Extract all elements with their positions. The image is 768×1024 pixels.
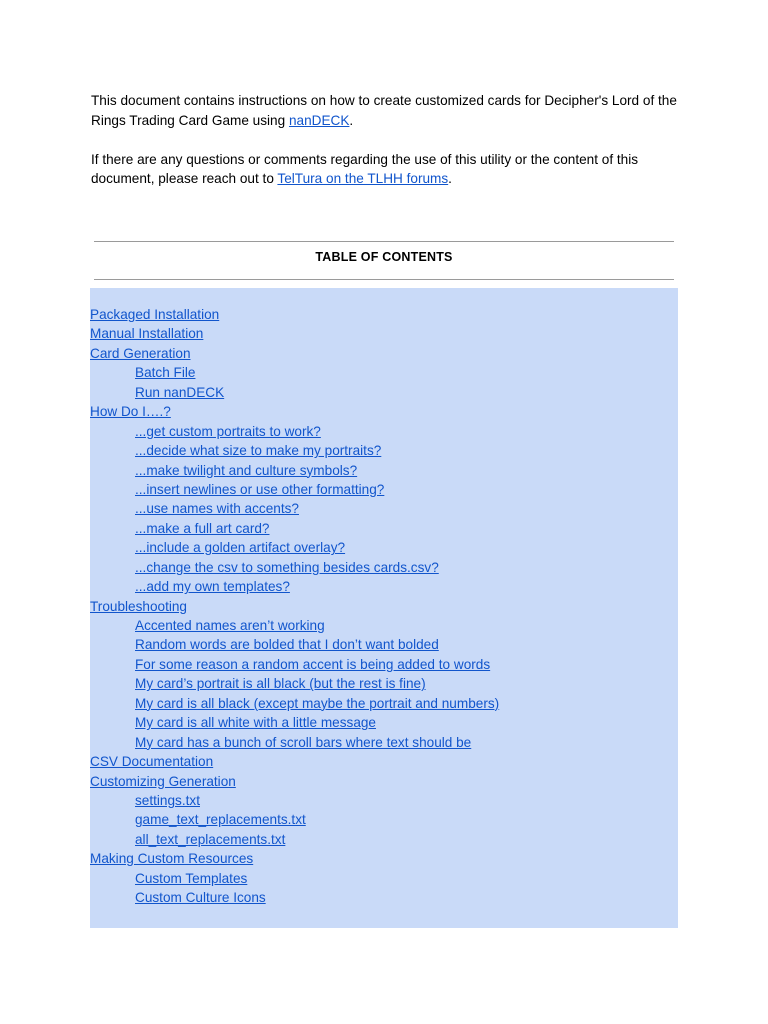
toc-link[interactable]: ...use names with accents? [135, 501, 299, 517]
nandeck-link[interactable]: nanDECK [288, 112, 350, 128]
toc-link[interactable]: Troubleshooting [90, 598, 187, 614]
intro-text-1: This document contains instructions on how to create customized cards for Decipher's Lord of the Rings Trading Card Game using [91, 93, 677, 128]
toc-subsection-entry [90, 869, 678, 888]
toc-subsection-entry [90, 810, 678, 829]
toc-subsection-entry [90, 791, 678, 810]
toc-subsection-entry [90, 655, 678, 674]
toc-link[interactable]: game_text_replacements.txt [135, 812, 306, 828]
toc-link[interactable]: For some reason a random accent is being added to words [135, 656, 491, 672]
toc-subsection-entry [90, 830, 678, 849]
toc-subsection-entry [90, 461, 678, 480]
intro-text-2-end: . [448, 171, 452, 186]
toc-subsection-entry [90, 674, 678, 693]
intro-text-1-end: . [349, 112, 354, 128]
toc-section-entry [90, 849, 678, 868]
toc-subsection-entry [90, 538, 678, 557]
toc-subsection-entry [90, 733, 678, 752]
toc-link[interactable]: CSV Documentation [90, 754, 214, 770]
toc-link[interactable]: ...insert newlines or use other formatting? [135, 481, 385, 497]
toc-link[interactable]: ...add my own templates? [135, 579, 290, 595]
toc-subsection-entry [90, 422, 678, 441]
toc-link[interactable]: settings.txt [135, 792, 200, 808]
toc-subsection-entry [90, 888, 678, 907]
toc-link[interactable]: ...include a golden artifact overlay? [135, 540, 346, 556]
toc-title: TABLE OF CONTENTS [315, 250, 453, 264]
toc-link[interactable]: My card has a bunch of scroll bars where text should be [135, 734, 472, 750]
toc-section-entry [90, 324, 678, 343]
toc-link[interactable]: Card Generation [90, 345, 191, 361]
toc-link[interactable]: ...make twilight and culture symbols? [135, 462, 358, 478]
toc-section-entry [90, 305, 678, 324]
intro-paragraph-1 [91, 91, 681, 130]
toc-link[interactable]: ...change the csv to something besides cards.csv? [135, 559, 439, 575]
toc-link[interactable]: all_text_replacements.txt [135, 831, 286, 847]
toc-link[interactable]: Accented names aren’t working [135, 618, 325, 633]
toc-link[interactable]: Run nanDECK [135, 384, 225, 400]
toc-link[interactable]: Making Custom Resources [90, 851, 254, 867]
table-of-contents [90, 288, 678, 928]
toc-list [90, 305, 678, 908]
toc-subsection-entry [90, 480, 678, 499]
toc-link[interactable]: My card is all white with a little message [135, 715, 376, 731]
toc-link[interactable]: ...decide what size to make my portraits? [135, 443, 382, 459]
toc-bottom-divider [94, 279, 674, 280]
intro-section [91, 91, 681, 189]
toc-subsection-entry [90, 713, 678, 732]
toc-section-entry [90, 597, 678, 616]
toc-subsection-entry [90, 577, 678, 596]
toc-subsection-entry [90, 441, 678, 460]
toc-link[interactable]: Batch File [135, 365, 196, 381]
toc-link[interactable]: My card is all black (except maybe the portrait and numbers) [135, 695, 500, 711]
toc-link[interactable]: Manual Installation [90, 326, 204, 342]
forum-contact-link[interactable]: TelTura on the TLHH forums [277, 171, 449, 186]
toc-subsection-entry [90, 694, 678, 713]
toc-subsection-entry [90, 363, 678, 382]
toc-section-entry [90, 772, 678, 791]
toc-link[interactable]: How Do I….? [90, 404, 171, 420]
toc-link[interactable]: ...get custom portraits to work? [135, 423, 321, 439]
toc-link[interactable]: Custom Templates [135, 870, 248, 886]
toc-link[interactable]: Packaged Installation [90, 307, 220, 322]
intro-text-2: If there are any questions or comments regarding the use of this utility or the content of this document, please reach out to [91, 151, 639, 186]
toc-subsection-entry [90, 635, 678, 654]
toc-link[interactable]: My card’s portrait is all black (but the rest is fine) [135, 676, 426, 692]
toc-link[interactable]: Customizing Generation [90, 773, 236, 789]
toc-subsection-entry [90, 519, 678, 538]
toc-subsection-entry [90, 383, 678, 402]
toc-link[interactable]: Custom Culture Icons [135, 890, 266, 906]
toc-top-divider [94, 241, 674, 242]
toc-subsection-entry [90, 499, 678, 518]
intro-paragraph-2 [91, 150, 681, 189]
toc-link[interactable]: Random words are bolded that I don’t want bolded [135, 637, 439, 653]
toc-link[interactable]: ...make a full art card? [135, 520, 270, 536]
toc-subsection-entry [90, 616, 678, 635]
toc-section-entry [90, 752, 678, 771]
toc-subsection-entry [90, 558, 678, 577]
toc-section-entry [90, 402, 678, 421]
toc-section-entry [90, 344, 678, 363]
